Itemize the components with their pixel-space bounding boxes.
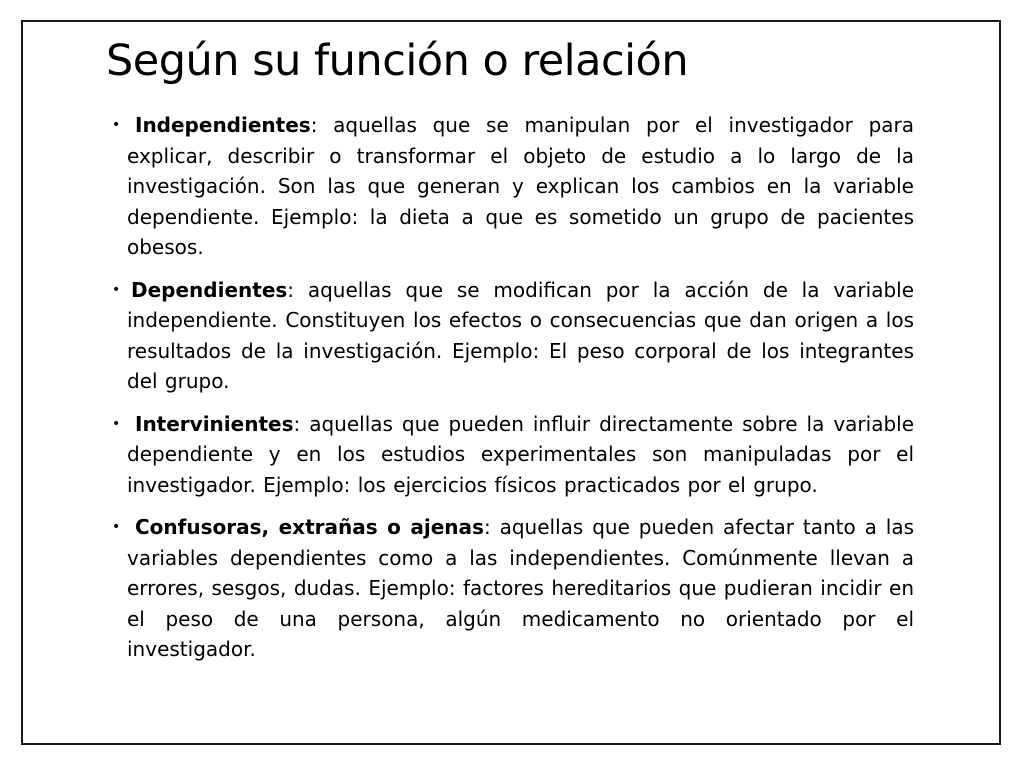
list-item-intervinientes [112, 409, 914, 501]
term-label: Independientes [135, 113, 311, 137]
bullet-list [112, 110, 914, 665]
term-description: : aquellas que se manipulan por el investigador para explicar, describir o transformar el objeto de estudio a lo largo de la investigación. Son las que generan y explican los cambios en la variable dependiente. Ejemplo: la dieta a que es sometido un grupo de pacientes obesos. [127, 113, 914, 259]
bullet-icon: • [112, 281, 121, 298]
bullet-icon: • [112, 117, 121, 133]
list-item-independientes [112, 110, 914, 263]
bullet-icon: • [112, 519, 121, 535]
term-description: : aquellas que se modifican por la acción de la variable independiente. Constituyen los efectos o consecuencias que dan origen a los resultados de la investigación. Ejemplo: El peso corporal de los integrantes del grupo. [127, 277, 914, 393]
term-label: Intervinientes [135, 411, 294, 436]
term-label: Confusoras, extrañas o ajenas [135, 515, 484, 539]
slide-title: Según su función o relación [106, 36, 689, 86]
list-item-confusoras [112, 512, 914, 665]
term-label: Dependientes [131, 277, 288, 302]
term-description: : aquellas que pueden afectar tanto a las variables dependientes como a las independientes. Comúnmente llevan a errores, sesgos, dudas. Ejemplo: factores hereditarios que pudieran incidir en el peso de una persona, algún medicamento no orientado por el investigador. [127, 515, 915, 661]
term-description: : aquellas que pueden influir directamente sobre la variable dependiente y en los estudios experimentales son manipuladas por el investigador. Ejemplo: los ejercicios físicos practicados por el grupo. [127, 411, 914, 497]
list-item-dependientes [112, 275, 914, 397]
bullet-icon: • [112, 415, 121, 432]
